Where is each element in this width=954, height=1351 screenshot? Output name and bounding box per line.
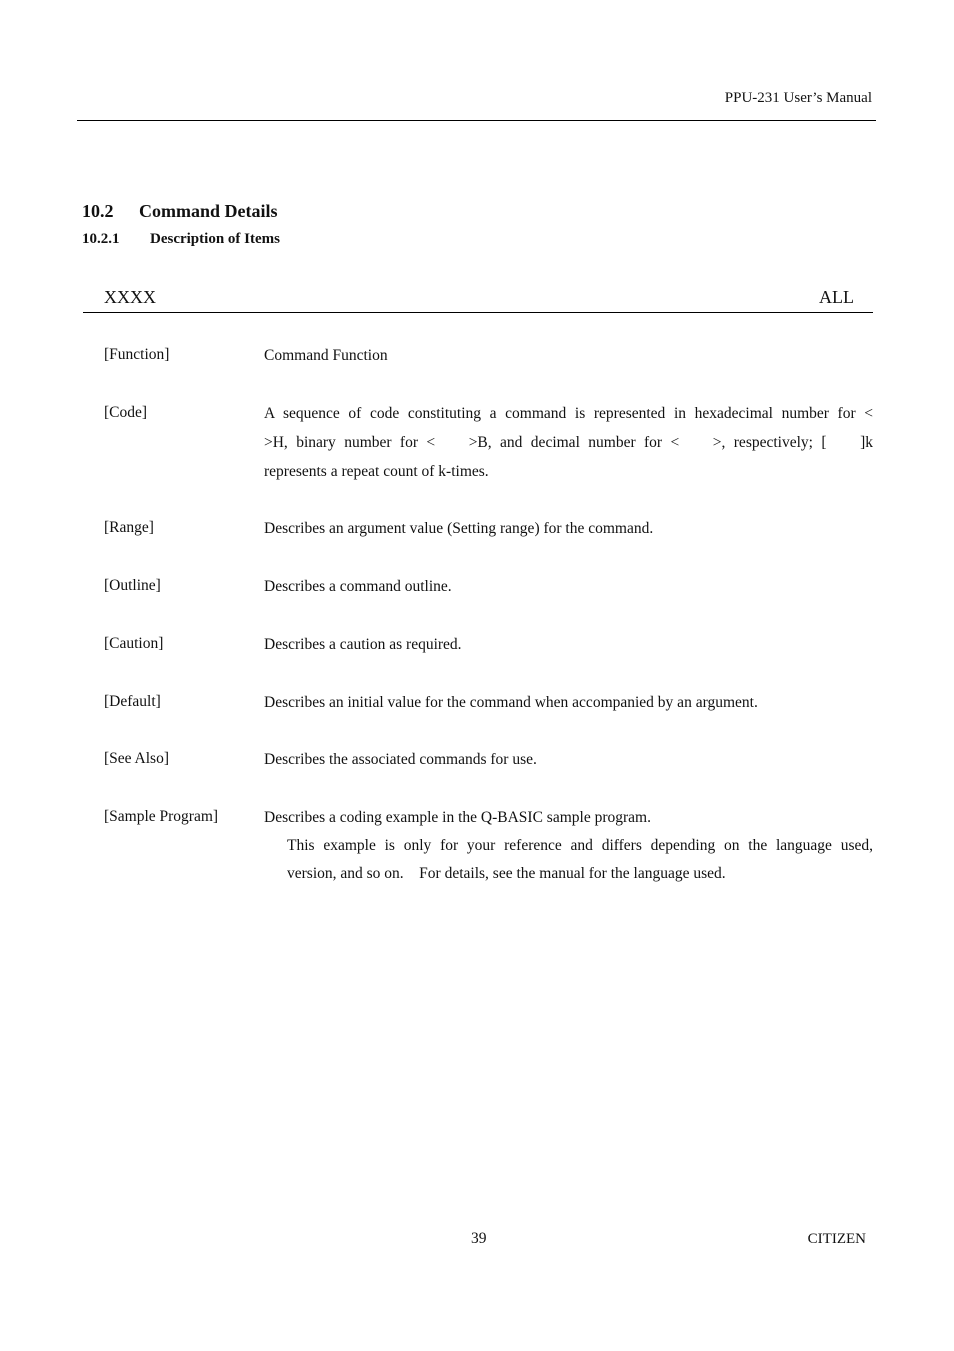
desc-see-also-text: Describes the associated commands for use. <box>264 751 537 768</box>
desc-code-line: A sequence of code constituting a command is represented in hexadecimal number for < <box>264 405 873 422</box>
command-rule <box>83 312 873 313</box>
page-number: 39 <box>471 1230 487 1247</box>
desc-code-line: represents a repeat count of k-times. <box>264 463 489 480</box>
desc-outline <box>264 572 873 601</box>
footer-brand: CITIZEN <box>807 1231 866 1247</box>
desc-default <box>264 688 873 717</box>
desc-code <box>264 399 873 486</box>
desc-code-line: >H, binary number for < >B, and decimal number for < >, respectively; [ ]k <box>264 434 873 451</box>
term-caution: [Caution] <box>104 635 164 652</box>
desc-caution <box>264 630 873 659</box>
desc-sample-program <box>264 803 873 888</box>
desc-see-also <box>264 745 873 774</box>
term-code: [Code] <box>104 404 148 421</box>
desc-range-text: Describes an argument value (Setting range) for the command. <box>264 520 654 537</box>
desc-sample-program-text: Describes a coding example in the Q-BASIC sample program. <box>264 809 651 826</box>
desc-range <box>264 514 873 543</box>
term-see-also: [See Also] <box>104 750 170 767</box>
term-default: [Default] <box>104 693 161 710</box>
section-title: Command Details <box>139 201 278 221</box>
header-rule <box>77 120 876 121</box>
desc-function-text: Command Function <box>264 347 388 364</box>
desc-outline-text: Describes a command outline. <box>264 578 452 595</box>
term-function: [Function] <box>104 346 170 363</box>
header-title: PPU-231 User’s Manual <box>724 90 872 106</box>
desc-default-text: Describes an initial value for the command when accompanied by an argument. <box>264 694 758 711</box>
term-outline: [Outline] <box>104 577 161 594</box>
subsection-title: Description of Items <box>150 231 280 247</box>
desc-caution-text: Describes a caution as required. <box>264 636 462 653</box>
desc-function <box>264 341 873 370</box>
sample-program-note-line: version, and so on. For details, see the manual for the language used. <box>287 865 726 882</box>
term-sample-program: [Sample Program] <box>104 808 219 825</box>
subsection-number: 10.2.1 <box>82 231 120 247</box>
command-applicability: ALL <box>819 287 854 307</box>
sample-program-note-line: This example is only for your reference and differs depending on the language used, <box>287 837 873 854</box>
command-name: XXXX <box>104 287 156 307</box>
section-number: 10.2 <box>82 201 114 221</box>
term-range: [Range] <box>104 519 154 536</box>
